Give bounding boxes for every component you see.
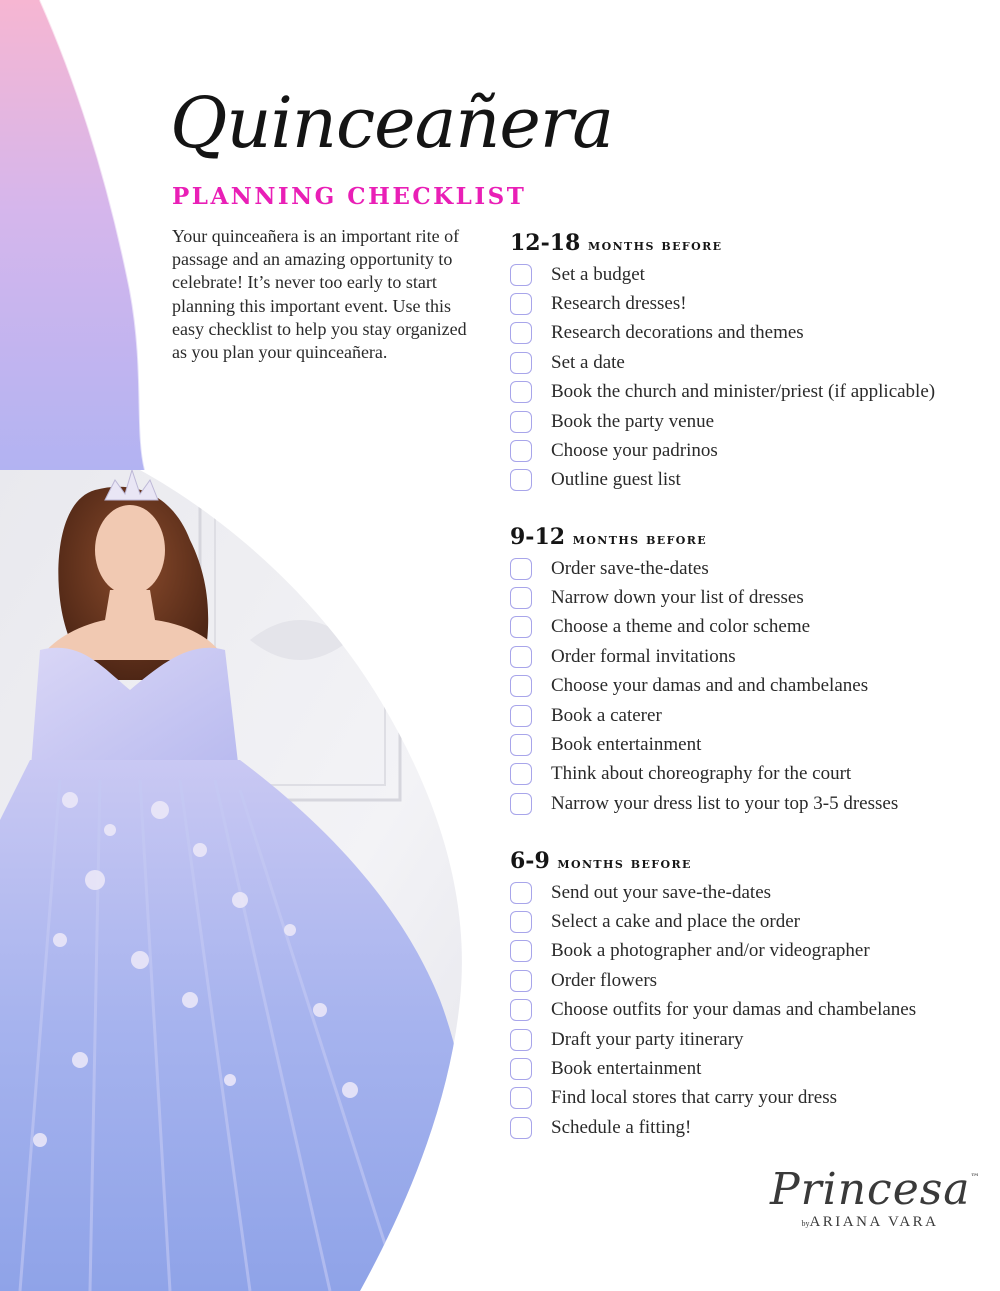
checklist-item[interactable] [510,466,980,495]
section-12-18-months [510,229,980,495]
section-suffix: months before [572,530,708,548]
checklist-item[interactable] [510,907,980,936]
checkbox[interactable] [510,882,532,904]
checklist-item[interactable] [510,348,980,377]
checklist-item-label: Narrow your dress list to your top 3-5 dresses [551,792,899,814]
checkbox[interactable] [510,675,532,697]
checklist-item-label: Select a cake and place the order [551,911,800,933]
checklist-item[interactable] [510,583,980,612]
checkbox[interactable] [510,352,532,374]
section-9-12-months [510,523,980,819]
checkbox[interactable] [510,940,532,962]
page-subtitle: PLANNING CHECKLIST [172,183,527,210]
checkbox[interactable] [510,293,532,315]
checklist-item-label: Draft your party itinerary [551,1028,744,1050]
checklist-item-label: Order formal invitations [551,645,736,667]
checkbox[interactable] [510,587,532,609]
checkbox[interactable] [510,616,532,638]
checklist-item-label: Narrow down your list of dresses [551,587,804,609]
section-heading [510,229,980,257]
checkbox[interactable] [510,646,532,668]
checklist-item[interactable] [510,642,980,671]
checkbox[interactable] [510,734,532,756]
section-range: 6-9 [510,848,550,874]
checkbox[interactable] [510,793,532,815]
checklist-item[interactable] [510,260,980,289]
checklist-item-label: Choose a theme and color scheme [551,616,811,638]
checklist-item[interactable] [510,1084,980,1113]
checklist-item[interactable] [510,319,980,348]
checklist-item[interactable] [510,789,980,818]
checklist-item[interactable] [510,730,980,759]
checklist-item[interactable] [510,613,980,642]
checkbox[interactable] [510,705,532,727]
section-heading [510,523,980,551]
checkbox[interactable] [510,911,532,933]
checklist-item-label: Book entertainment [551,1058,702,1080]
section-heading [510,847,980,875]
checklist-item-label: Research dresses! [551,293,687,315]
checklist-item-label: Choose your padrinos [551,440,718,462]
checklist-item-label: Set a date [551,351,625,373]
checklist-item-label: Find local stores that carry your dress [551,1087,837,1109]
checklist-item[interactable] [510,1113,980,1142]
checkbox[interactable] [510,264,532,286]
section-suffix: months before [588,236,723,254]
brand-name: Princesa [770,1164,971,1215]
checklist-item[interactable] [510,701,980,730]
checklist-item[interactable] [510,760,980,789]
checklist-item-label: Order flowers [551,969,658,991]
checkbox[interactable] [510,381,532,403]
brand-designer: ARIANA VARA [809,1214,939,1230]
checkbox[interactable] [510,1029,532,1051]
page-title: Quinceañera [170,82,614,164]
checklist-item-label: Book a photographer and/or videographer [551,940,870,962]
checkbox[interactable] [510,1087,532,1109]
checklist-item-label: Schedule a fitting! [551,1116,692,1138]
checklist [510,878,980,1143]
checklist-item[interactable] [510,966,980,995]
checkbox[interactable] [510,558,532,580]
checklist-item[interactable] [510,407,980,436]
checklist-item[interactable] [510,436,980,465]
checklist-item[interactable] [510,289,980,318]
checkbox[interactable] [510,440,532,462]
checklist-item[interactable] [510,1025,980,1054]
checklist-item-label: Book the church and minister/priest (if applicable) [551,381,936,403]
checklist-item[interactable] [510,937,980,966]
checklist-item-label: Research decorations and themes [551,322,804,344]
section-range: 9-12 [510,524,566,550]
checklist-item-label: Book entertainment [551,734,702,756]
checkbox[interactable] [510,763,532,785]
checklist-item[interactable] [510,1054,980,1083]
checklist-item[interactable] [510,878,980,907]
brand-by: by [801,1219,810,1228]
checklist-item[interactable] [510,378,980,407]
checklist-item[interactable] [510,672,980,701]
section-suffix: months before [557,854,692,872]
checklist [510,260,980,495]
checkbox[interactable] [510,411,532,433]
checklist-item-label: Set a budget [551,263,645,285]
checklist-item-label: Think about choreography for the court [551,763,852,785]
intro-paragraph: Your quinceañera is an important rite of passage and an amazing opportunity to celebrate! It’s never too early to start planning this important event. Use this easy checklist to help you stay organized as you plan your quinceañera. [172,226,467,363]
checklist-item-label: Outline guest list [551,469,681,491]
checklist-item-label: Order save-the-dates [551,557,709,579]
checkbox[interactable] [510,970,532,992]
section-range: 12-18 [510,230,581,256]
checklist-item-label: Choose outfits for your damas and chambelanes [551,999,917,1021]
checklist-item-label: Book a caterer [551,704,662,726]
checklist-item[interactable] [510,554,980,583]
checkbox[interactable] [510,999,532,1021]
checkbox[interactable] [510,1058,532,1080]
section-6-9-months [510,847,980,1143]
checkbox[interactable] [510,322,532,344]
checklist-item-label: Book the party venue [551,410,715,432]
checklist-item[interactable] [510,996,980,1025]
brand-logo [770,1164,981,1231]
checklist [510,554,980,819]
checkbox[interactable] [510,1117,532,1139]
checklist-item-label: Send out your save-the-dates [551,881,772,903]
checklist-item-label: Choose your damas and and chambelanes [551,675,869,697]
checkbox[interactable] [510,469,532,491]
trademark-symbol: ™ [970,1173,981,1183]
